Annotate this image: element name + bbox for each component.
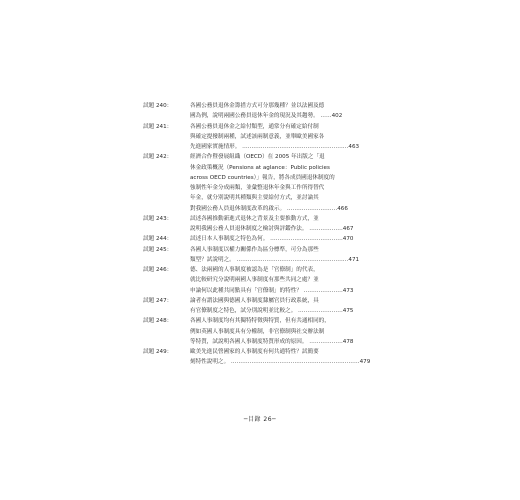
question-line: 休金政策概況（Pensions at aglance：Public policies bbox=[190, 164, 330, 171]
question-text bbox=[190, 234, 360, 244]
question-line: 對我國公務人員退休制度改革的啟示。 ………………………466 bbox=[190, 205, 348, 212]
question-line: 年金，就分別說明其種類與主要給付方式，並討論其 bbox=[190, 195, 319, 202]
question-line: 先進國家實施情形。 …………………………………………………463 bbox=[190, 144, 360, 150]
question-line: 就比較研究分說明兩國人事制度有那些共同之處？並 bbox=[190, 277, 319, 284]
question-text bbox=[190, 265, 360, 296]
question-line: 各國公務員退休金之給付類型，通常分有確定給付制 bbox=[190, 123, 319, 130]
question-text bbox=[190, 214, 360, 235]
question-line: 論者有謂法國與德國人事制度隸屬官員行政系統，具 bbox=[190, 297, 319, 304]
question-line: 刻特性說明之。 ……………………………………………………………479 bbox=[190, 359, 371, 366]
question-number: 試題 241： bbox=[143, 123, 173, 130]
question-number: 試題 240： bbox=[143, 103, 173, 109]
question-line: 類型？試說明之。 ……………………………………………………471 bbox=[190, 256, 360, 263]
table-of-contents bbox=[143, 101, 371, 368]
toc-entry bbox=[143, 234, 360, 244]
toc-entry bbox=[143, 296, 360, 317]
question-line: 說明我國公務人員退休制度之檢討與評鑑作法。 ………………467 bbox=[190, 226, 354, 232]
question-number: 試題 248： bbox=[143, 318, 173, 325]
question-line: 等特質，試說明各國人事制度特質形成的原因。 ………………478 bbox=[190, 338, 354, 345]
toc-entry bbox=[143, 316, 360, 347]
page-footer: ─目錄 26─ bbox=[243, 416, 277, 423]
question-line: 強制性年金分成兩類，並彙整退休年金與工作所得替代 bbox=[190, 185, 325, 191]
question-line: 各國人事制度均有其獨特特徵與特質，但有共通相同的， bbox=[190, 318, 330, 325]
question-line: 試述日本人事制度之特色為何。 …………………………………470 bbox=[190, 236, 354, 243]
question-number: 試題 249： bbox=[143, 349, 173, 355]
toc-entry bbox=[143, 101, 360, 122]
question-text bbox=[190, 152, 360, 214]
question-line: 有官僚制度之特色，試分別說明並比較之。 ……………………475 bbox=[190, 308, 354, 314]
question-line: 試述各國推動新進式退休之背景及主要推動方式，並 bbox=[190, 215, 319, 222]
toc-entry bbox=[143, 245, 360, 266]
question-line: 例如英國人事制度具有分權制，非官僚制與社交辦法制 bbox=[190, 328, 325, 335]
question-line: 各國人事制度以權力關係作為區分標準，可分為那些 bbox=[190, 246, 319, 253]
question-number: 試題 242： bbox=[143, 154, 173, 161]
toc-entry bbox=[143, 152, 360, 214]
question-line: 國為例，說明兩國公務員退休年金的現況及其趨勢。 ……402 bbox=[190, 113, 343, 120]
question-text bbox=[190, 347, 370, 368]
question-text bbox=[190, 296, 360, 317]
question-line: 經濟合作暨發展組織（OECD）在 2005 年出版之「退 bbox=[190, 154, 325, 161]
question-line: 申論何以此種共同點具有「官僚制」的特性？ …………………473 bbox=[190, 287, 354, 294]
question-line: 各國公務員退休金籌措方式可分那幾種？並以法國及德 bbox=[190, 103, 325, 109]
question-number: 試題 243： bbox=[143, 215, 173, 222]
toc-entry bbox=[143, 347, 371, 368]
question-text bbox=[190, 316, 360, 347]
question-line: across OECD countries）」報告，將各成員國退休制度的 bbox=[190, 174, 335, 181]
toc-entry bbox=[143, 265, 360, 296]
question-text bbox=[190, 122, 360, 153]
question-line: 與確定提撥制兩種，試述該兩制意義，並舉歐美國家各 bbox=[190, 133, 325, 140]
toc-entry bbox=[143, 214, 360, 235]
question-line: 德、法兩國的人事制度被認為是「官僚制」的代表， bbox=[190, 267, 319, 273]
question-number: 試題 247： bbox=[143, 297, 173, 304]
question-number: 試題 246： bbox=[143, 267, 173, 273]
question-number: 試題 244： bbox=[143, 236, 173, 243]
toc-entry bbox=[143, 122, 360, 153]
question-text bbox=[190, 101, 360, 122]
question-text bbox=[190, 245, 360, 266]
question-line: 歐美先進民營國家的人事制度有何共通特性？試簡要 bbox=[190, 349, 319, 355]
question-number: 試題 245： bbox=[143, 246, 173, 253]
